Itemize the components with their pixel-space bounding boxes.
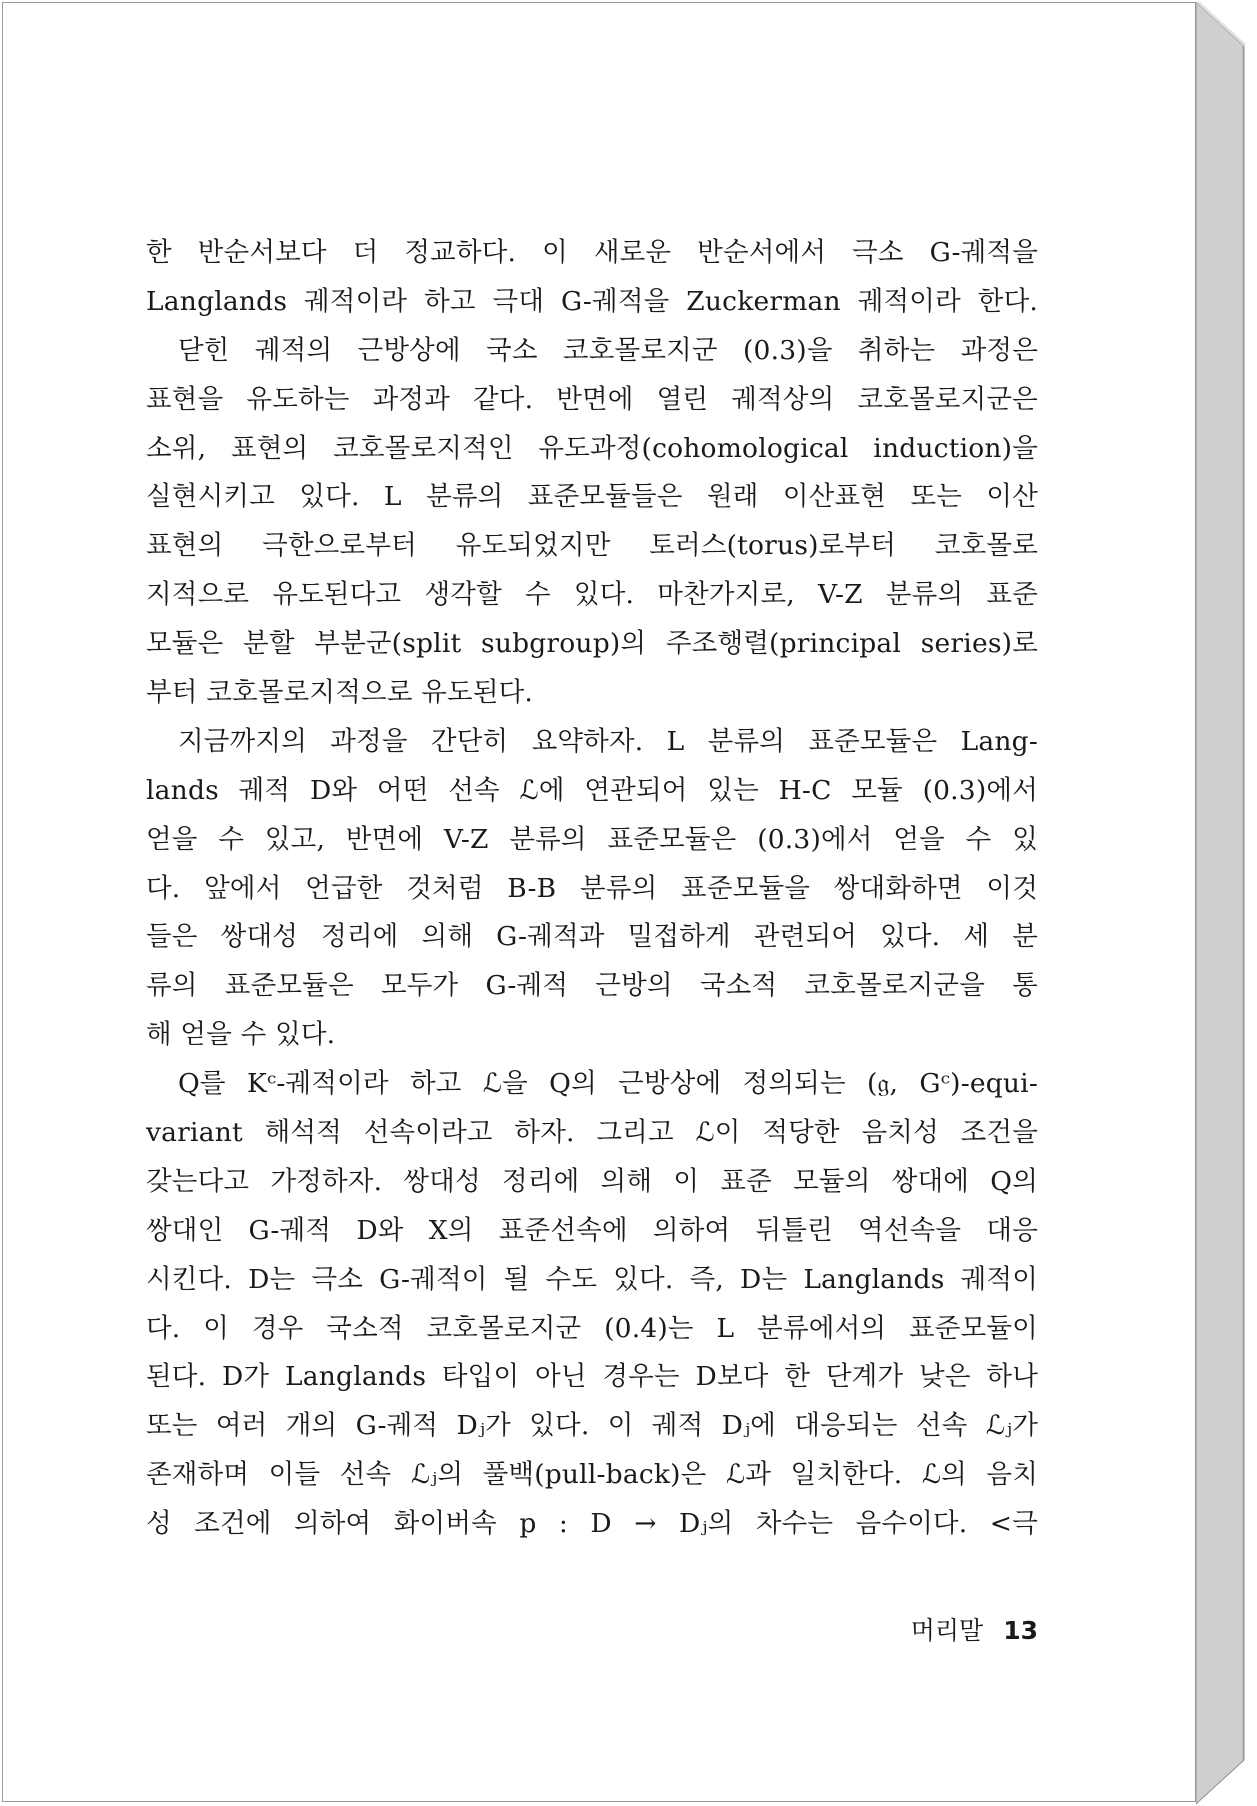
text-line: 모듈은 분할 부분군(split subgroup)의 주조행렬(principal series)로	[146, 628, 1038, 660]
text-line: 지적으로 유도된다고 생각할 수 있다. 마찬가지로, V-Z 분류의 표준	[146, 579, 1038, 611]
running-footer-title: 머리말	[910, 1616, 984, 1645]
body-text	[146, 229, 1038, 1549]
page-number: 13	[1003, 1616, 1038, 1645]
text-line: 다. 앞에서 언급한 것처럼 B-B 분류의 표준모듈을 쌍대화하면 이것	[146, 872, 1038, 904]
text-line: 실현시키고 있다. L 분류의 표준모듈들은 원래 이산표현 또는 이산	[146, 481, 1038, 513]
text-line: 표현의 극한으로부터 유도되었지만 토러스(torus)로부터 코호몰로	[146, 530, 1038, 562]
text-line: 류의 표준모듈은 모두가 G-궤적 근방의 국소적 코호몰로지군을 통	[146, 970, 1038, 1002]
text-line: variant 해석적 선속이라고 하자. 그리고 ℒ이 적당한 음치성 조건을	[146, 1117, 1038, 1149]
page-edge-graphic	[1196, 0, 1257, 1806]
book-page	[2, 2, 1196, 1802]
text-line: 해 얻을 수 있다.	[146, 1019, 336, 1051]
text-line: Q를 Kᶜ-궤적이라 하고 ℒ을 Q의 근방상에 정의되는 (𝔤, Gᶜ)-equi-	[178, 1068, 1038, 1100]
text-line: 부터 코호몰로지적으로 유도된다.	[146, 677, 534, 709]
text-line: 닫힌 궤적의 근방상에 국소 코호몰로지군 (0.3)을 취하는 과정은	[178, 334, 1038, 366]
text-line: 시킨다. D는 극소 G-궤적이 될 수도 있다. 즉, D는 Langlands 궤적이	[146, 1263, 1038, 1295]
text-line: 들은 쌍대성 정리에 의해 G-궤적과 밀접하게 관련되어 있다. 세 분	[146, 921, 1038, 953]
text-line: 된다. D가 Langlands 타입이 아닌 경우는 D보다 한 단계가 낮은 하나	[146, 1361, 1038, 1393]
text-line: 또는 여러 개의 G-궤적 Dⱼ가 있다. 이 궤적 Dⱼ에 대응되는 선속 ℒⱼ가	[146, 1410, 1038, 1442]
text-line: 존재하며 이들 선속 ℒⱼ의 풀백(pull-back)은 ℒ과 일치한다. ℒ의 음치	[146, 1459, 1038, 1491]
page-footer	[903, 1611, 1038, 1647]
text-line: 한 반순서보다 더 정교하다. 이 새로운 반순서에서 극소 G-궤적을	[146, 237, 1038, 268]
text-line: 성 조건에 의하여 화이버속 p : D → Dⱼ의 차수는 음수이다. <극	[146, 1508, 1038, 1540]
text-line: 다. 이 경우 국소적 코호몰로지군 (0.4)는 L 분류에서의 표준모듈이	[146, 1312, 1038, 1344]
text-line: 쌍대인 G-궤적 D와 X의 표준선속에 의하여 뒤틀린 역선속을 대응	[146, 1214, 1038, 1246]
text-line: 얻을 수 있고, 반면에 V-Z 분류의 표준모듈은 (0.3)에서 얻을 수 있	[146, 823, 1038, 855]
page-edge-shadow	[1196, 0, 1257, 1806]
text-line: 갖는다고 가정하자. 쌍대성 정리에 의해 이 표준 모듈의 쌍대에 Q의	[146, 1165, 1038, 1197]
text-line: Langlands 궤적이라 하고 극대 G-궤적을 Zuckerman 궤적이라 한다.	[146, 285, 1038, 317]
text-line: 지금까지의 과정을 간단히 요약하자. L 분류의 표준모듈은 Lang-	[178, 725, 1038, 757]
text-line: 표현을 유도하는 과정과 같다. 반면에 열린 궤적상의 코호몰로지군은	[146, 383, 1038, 415]
text-line: 소위, 표현의 코호몰로지적인 유도과정(cohomological induction)을	[146, 432, 1038, 464]
text-line: lands 궤적 D와 어떤 선속 ℒ에 연관되어 있는 H-C 모듈 (0.3)에서	[146, 774, 1038, 806]
